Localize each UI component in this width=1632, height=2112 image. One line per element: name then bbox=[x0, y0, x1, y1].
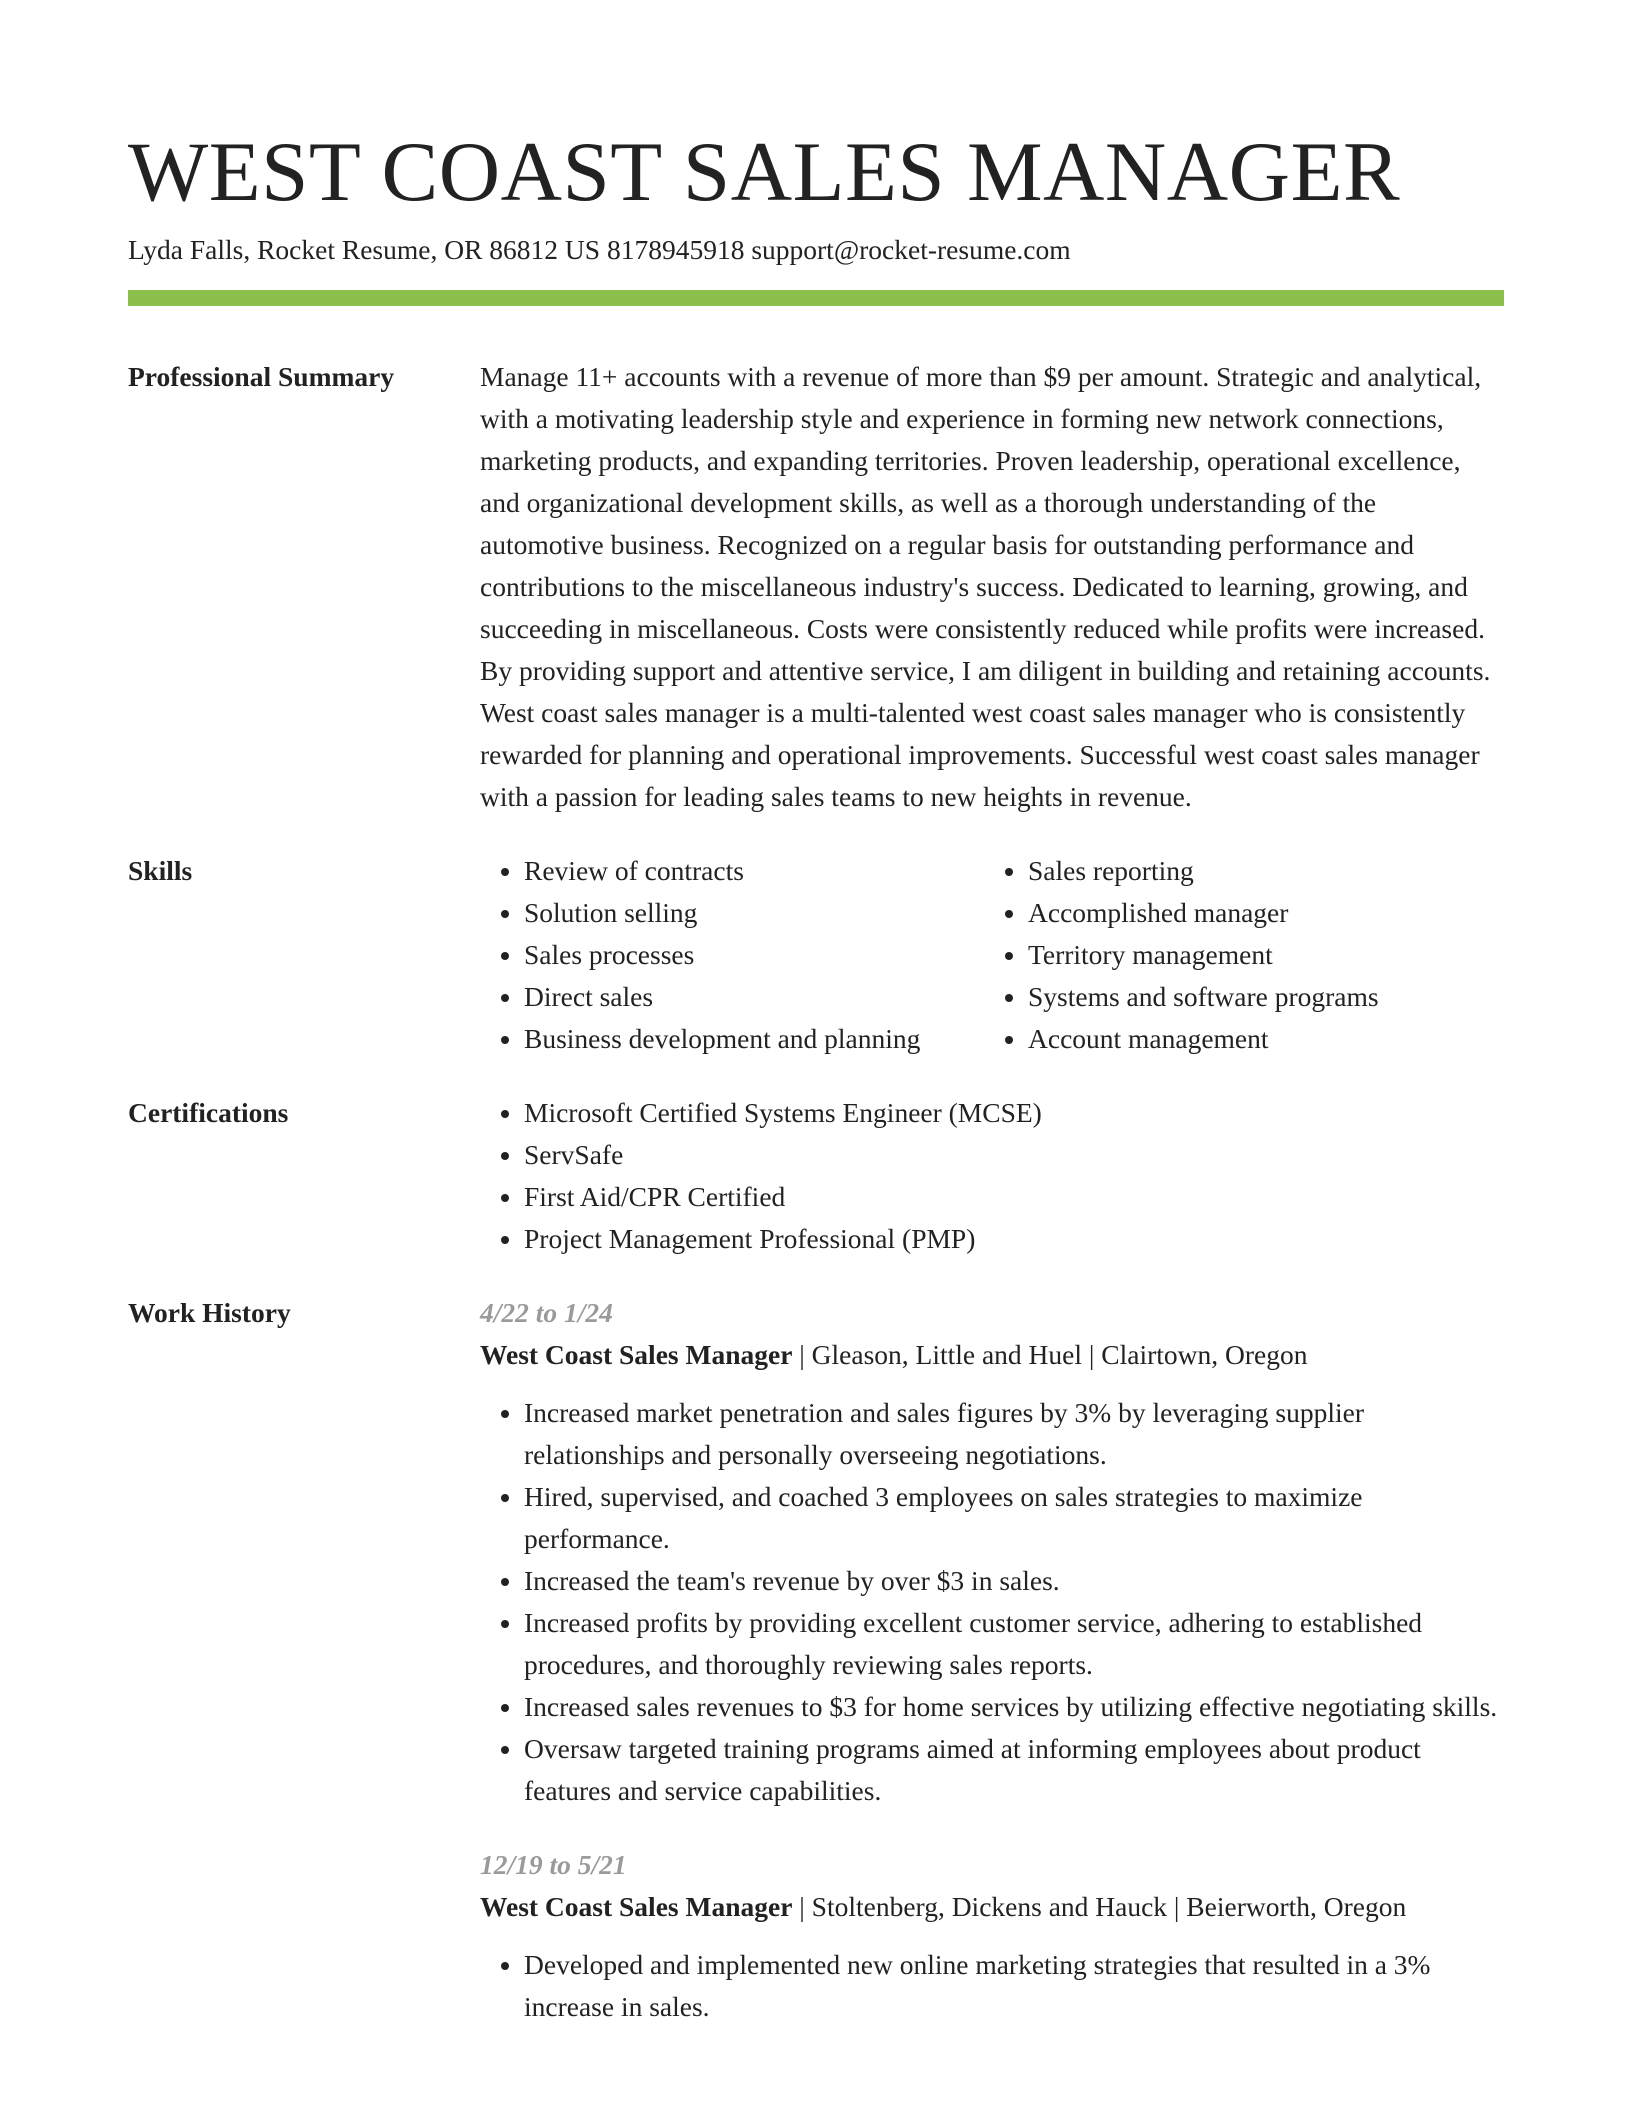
skill-item: • Sales reporting bbox=[1028, 850, 1504, 892]
job-bullet: • Hired, supervised, and coached 3 employees on sales strategies to maximize performance. bbox=[524, 1476, 1504, 1560]
job-employer-location: | Gleason, Little and Huel | Clairtown, Oregon bbox=[792, 1339, 1308, 1370]
job-bullet: • Increased profits by providing excellent customer service, adhering to established procedures, and thoroughly reviewing sales reports. bbox=[524, 1602, 1504, 1686]
skill-item: • Solution selling bbox=[524, 892, 984, 934]
certifications-label: Certifications bbox=[128, 1097, 289, 1128]
skill-item: • Accomplished manager bbox=[1028, 892, 1504, 934]
job-dates: 12/19 to 5/21 bbox=[480, 1849, 627, 1880]
job-bullet: • Increased the team's revenue by over $3 in sales. bbox=[524, 1560, 1504, 1602]
skill-item: • Review of contracts bbox=[524, 850, 984, 892]
skills-section bbox=[128, 850, 1504, 1060]
job-title: West Coast Sales Manager bbox=[480, 1891, 793, 1922]
skill-item: • Sales processes bbox=[524, 934, 984, 976]
job-entry bbox=[480, 1844, 1504, 2028]
skill-item: • Systems and software programs bbox=[1028, 976, 1504, 1018]
certification-item: • Microsoft Certified Systems Engineer (MCSE) bbox=[524, 1092, 1504, 1134]
resume-page bbox=[128, 0, 1504, 2028]
summary-section bbox=[128, 356, 1504, 818]
job-bullets bbox=[480, 1944, 1504, 2028]
job-bullets bbox=[480, 1392, 1504, 1812]
certifications-section bbox=[128, 1092, 1504, 1260]
job-dates: 4/22 to 1/24 bbox=[480, 1297, 613, 1328]
certification-item: • ServSafe bbox=[524, 1134, 1504, 1176]
skill-item: • Territory management bbox=[1028, 934, 1504, 976]
certifications-list bbox=[480, 1092, 1504, 1260]
work-history-body bbox=[480, 1292, 1504, 2028]
job-entry bbox=[480, 1292, 1504, 1812]
skill-item: • Direct sales bbox=[524, 976, 984, 1018]
skills-grid bbox=[480, 850, 1504, 1060]
job-bullet: • Increased sales revenues to $3 for home services by utilizing effective negotiating skills. bbox=[524, 1686, 1504, 1728]
resume-title: WEST COAST SALES MANAGER bbox=[128, 125, 1401, 219]
job-heading bbox=[480, 1334, 1504, 1376]
job-bullet: • Increased market penetration and sales figures by 3% by leveraging supplier relationships and personally overseeing negotiations. bbox=[524, 1392, 1504, 1476]
job-heading bbox=[480, 1886, 1504, 1928]
work-history-section bbox=[128, 1292, 1504, 2028]
work-history-label: Work History bbox=[128, 1297, 291, 1328]
job-employer-location: | Stoltenberg, Dickens and Hauck | Beierworth, Oregon bbox=[792, 1891, 1407, 1922]
accent-divider bbox=[128, 290, 1504, 306]
job-title: West Coast Sales Manager bbox=[480, 1339, 793, 1370]
job-bullet: • Developed and implemented new online marketing strategies that resulted in a 3% increase in sales. bbox=[524, 1944, 1504, 2028]
certification-item: • Project Management Professional (PMP) bbox=[524, 1218, 1504, 1260]
certification-item: • First Aid/CPR Certified bbox=[524, 1176, 1504, 1218]
skills-label: Skills bbox=[128, 855, 193, 886]
skills-column-1 bbox=[480, 850, 984, 1060]
skill-item: • Business development and planning bbox=[524, 1018, 984, 1060]
contact-info: Lyda Falls, Rocket Resume, OR 86812 US 8178945918 support@rocket-resume.com bbox=[128, 234, 1071, 265]
skill-item: • Account management bbox=[1028, 1018, 1504, 1060]
summary-text: Manage 11+ accounts with a revenue of more than $9 per amount. Strategic and analytical, with a motivating leadership style and experience in forming new network connections, marketing products, and expanding territories. Proven leadership, operational excellence, and organizational development skills, as well as a thorough understanding of the automotive business. Recognized on a regular basis for outstanding performance and contributions to the miscellaneous industry's success. Dedicated to learning, growing, and succeeding in miscellaneous. Costs were consistently reduced while profits were increased. By providing support and attentive service, I am diligent in building and retaining accounts. West coast sales manager is a multi-talented west coast sales manager who is consistently rewarded for planning and operational improvements. Successful west coast sales manager with a passion for leading sales teams to new heights in revenue. bbox=[480, 361, 1491, 812]
summary-label: Professional Summary bbox=[128, 361, 395, 392]
job-bullet: • Oversaw targeted training programs aimed at informing employees about product features and service capabilities. bbox=[524, 1728, 1504, 1812]
skills-column-2 bbox=[984, 850, 1504, 1060]
